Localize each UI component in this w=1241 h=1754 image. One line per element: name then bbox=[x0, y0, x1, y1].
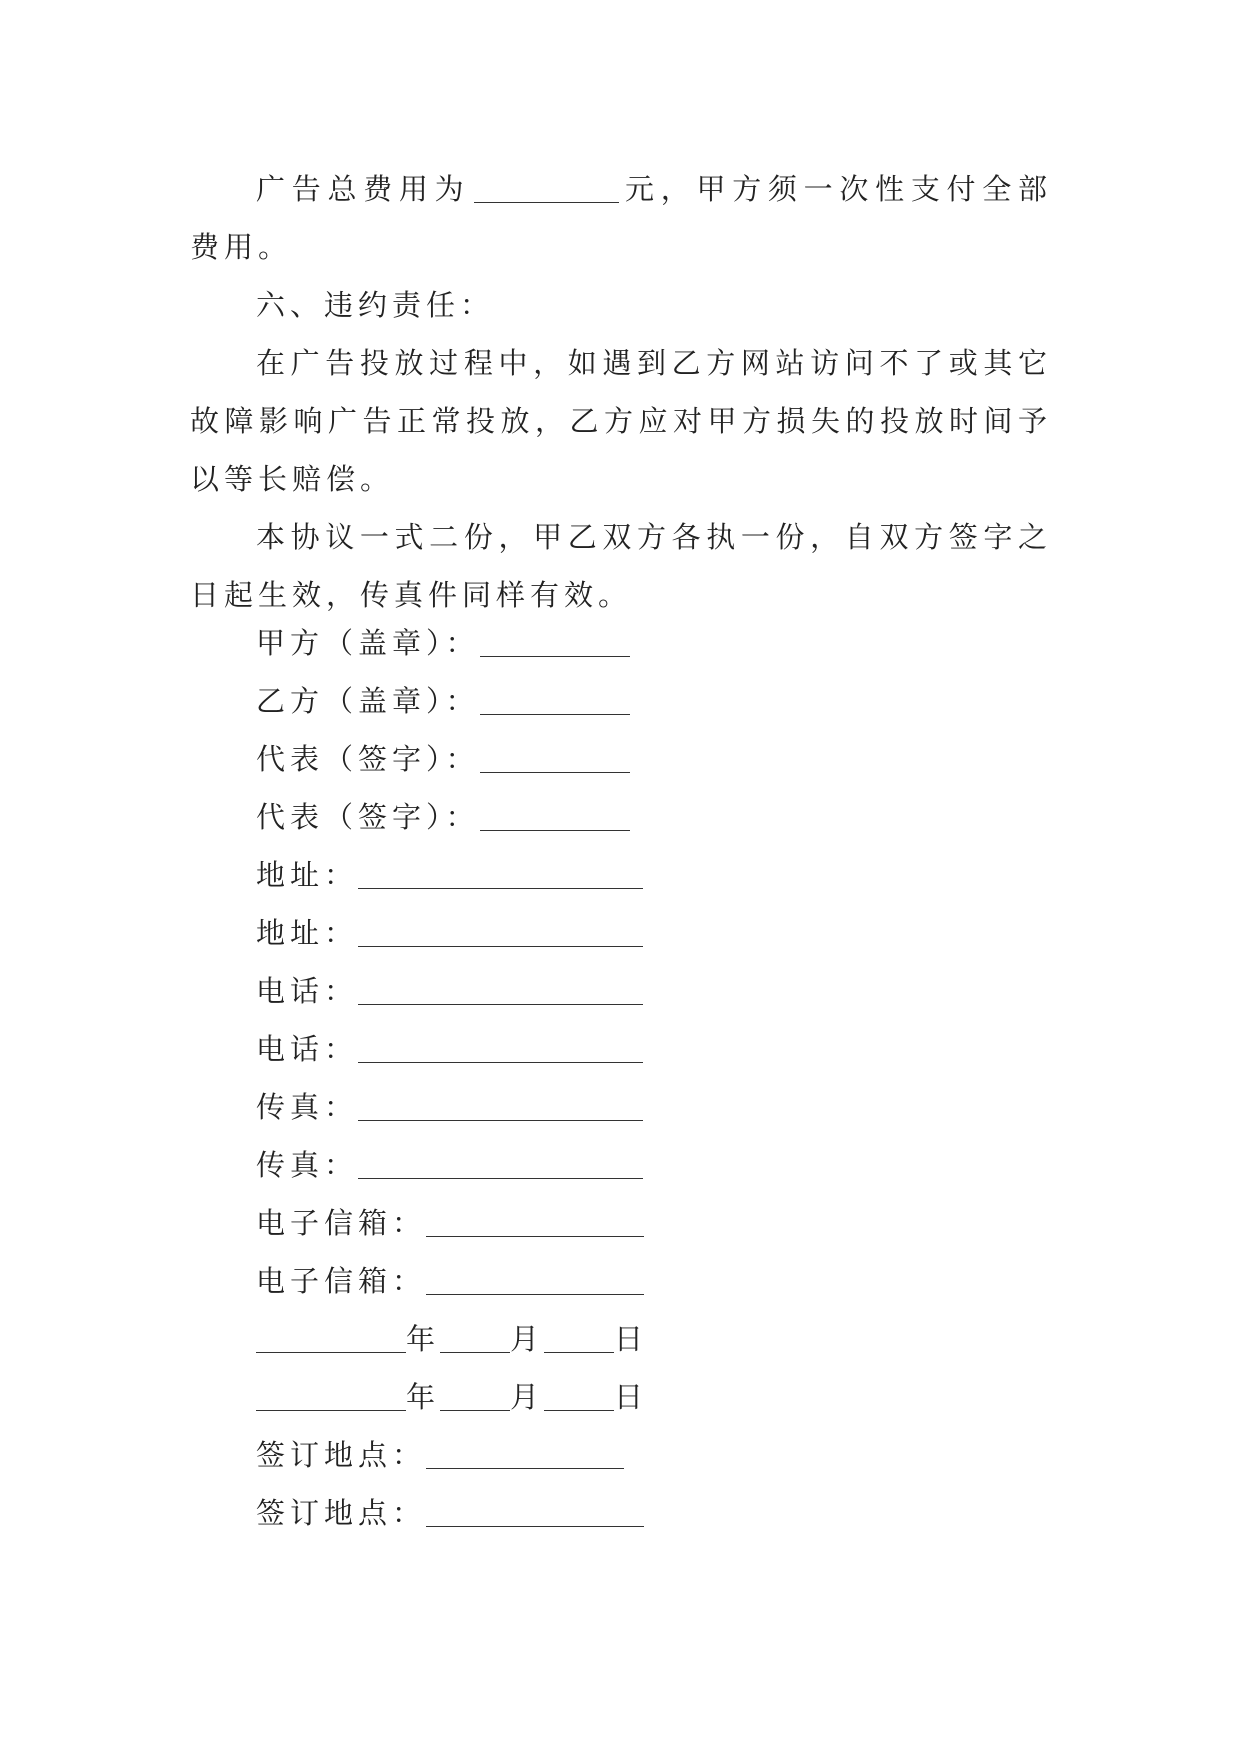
email-1-label: 电子信箱： bbox=[256, 1206, 427, 1240]
place-1-blank[interactable] bbox=[426, 1444, 624, 1469]
place-1-line bbox=[256, 1426, 624, 1484]
address-2-blank[interactable] bbox=[358, 922, 643, 947]
fee-text-before: 广告总费用为 bbox=[256, 172, 471, 206]
fee-text-after: 元，甲方须一次性支付全部费用。 bbox=[190, 172, 1052, 264]
email-1-line bbox=[256, 1194, 644, 1252]
phone-2-line bbox=[256, 1020, 643, 1078]
fax-2-blank[interactable] bbox=[358, 1154, 643, 1179]
address-2-label: 地址： bbox=[256, 916, 359, 950]
place-2-blank[interactable] bbox=[426, 1502, 644, 1527]
rep-sign-2-blank[interactable] bbox=[480, 806, 630, 831]
fax-2-line bbox=[256, 1136, 643, 1194]
date-1-year-label: 年 bbox=[406, 1322, 441, 1356]
phone-2-label: 电话： bbox=[256, 1032, 359, 1066]
section-six-heading: 六、违约责任： bbox=[256, 288, 495, 322]
place-2-label: 签订地点： bbox=[256, 1496, 427, 1530]
email-2-line bbox=[256, 1252, 644, 1310]
email-2-blank[interactable] bbox=[426, 1270, 644, 1295]
fax-2-label: 传真： bbox=[256, 1148, 359, 1182]
rep-sign-2-line bbox=[256, 788, 630, 846]
party-b-seal-label: 乙方（盖章）： bbox=[256, 684, 480, 718]
email-2-label: 电子信箱： bbox=[256, 1264, 427, 1298]
address-2-line bbox=[256, 904, 643, 962]
date-2-month-label: 月 bbox=[510, 1380, 545, 1414]
email-1-blank[interactable] bbox=[426, 1212, 644, 1237]
place-1-label: 签订地点： bbox=[256, 1438, 427, 1472]
date-2-day-blank[interactable] bbox=[544, 1386, 614, 1411]
date-2-year-blank[interactable] bbox=[256, 1386, 406, 1411]
party-b-seal-line bbox=[256, 672, 630, 730]
date-1-month-label: 月 bbox=[510, 1322, 545, 1356]
copies-paragraph: 本协议一式二份，甲乙双方各执一份，自双方签字之日起生效，传真件同样有效。 bbox=[190, 520, 1052, 612]
phone-1-line bbox=[256, 962, 643, 1020]
date-1-month-blank[interactable] bbox=[440, 1328, 510, 1353]
fax-1-blank[interactable] bbox=[358, 1096, 643, 1121]
rep-sign-1-line bbox=[256, 730, 630, 788]
party-a-seal-line bbox=[256, 614, 630, 672]
party-a-seal-blank[interactable] bbox=[480, 632, 630, 657]
phone-1-label: 电话： bbox=[256, 974, 359, 1008]
place-2-line bbox=[256, 1484, 644, 1542]
date-1-line bbox=[256, 1310, 648, 1368]
rep-sign-1-label: 代表（签字）： bbox=[256, 742, 480, 776]
date-2-month-blank[interactable] bbox=[440, 1386, 510, 1411]
party-a-seal-label: 甲方（盖章）： bbox=[256, 626, 480, 660]
party-b-seal-blank[interactable] bbox=[480, 690, 630, 715]
date-1-day-label: 日 bbox=[614, 1322, 649, 1356]
breach-paragraph: 在广告投放过程中，如遇到乙方网站访问不了或其它故障影响广告正常投放，乙方应对甲方损失的投放时间予以等长赔偿。 bbox=[190, 346, 1052, 496]
date-2-day-label: 日 bbox=[614, 1380, 649, 1414]
date-1-year-blank[interactable] bbox=[256, 1328, 406, 1353]
date-2-year-label: 年 bbox=[406, 1380, 441, 1414]
fee-amount-blank[interactable] bbox=[474, 178, 619, 203]
date-2-line bbox=[256, 1368, 648, 1426]
phone-1-blank[interactable] bbox=[358, 980, 643, 1005]
rep-sign-1-blank[interactable] bbox=[480, 748, 630, 773]
fee-paragraph bbox=[190, 160, 1052, 276]
phone-2-blank[interactable] bbox=[358, 1038, 643, 1063]
fax-1-line bbox=[256, 1078, 643, 1136]
fax-1-label: 传真： bbox=[256, 1090, 359, 1124]
contract-body bbox=[190, 160, 1052, 624]
address-1-label: 地址： bbox=[256, 858, 359, 892]
date-1-day-blank[interactable] bbox=[544, 1328, 614, 1353]
rep-sign-2-label: 代表（签字）： bbox=[256, 800, 480, 834]
address-1-blank[interactable] bbox=[358, 864, 643, 889]
address-1-line bbox=[256, 846, 643, 904]
